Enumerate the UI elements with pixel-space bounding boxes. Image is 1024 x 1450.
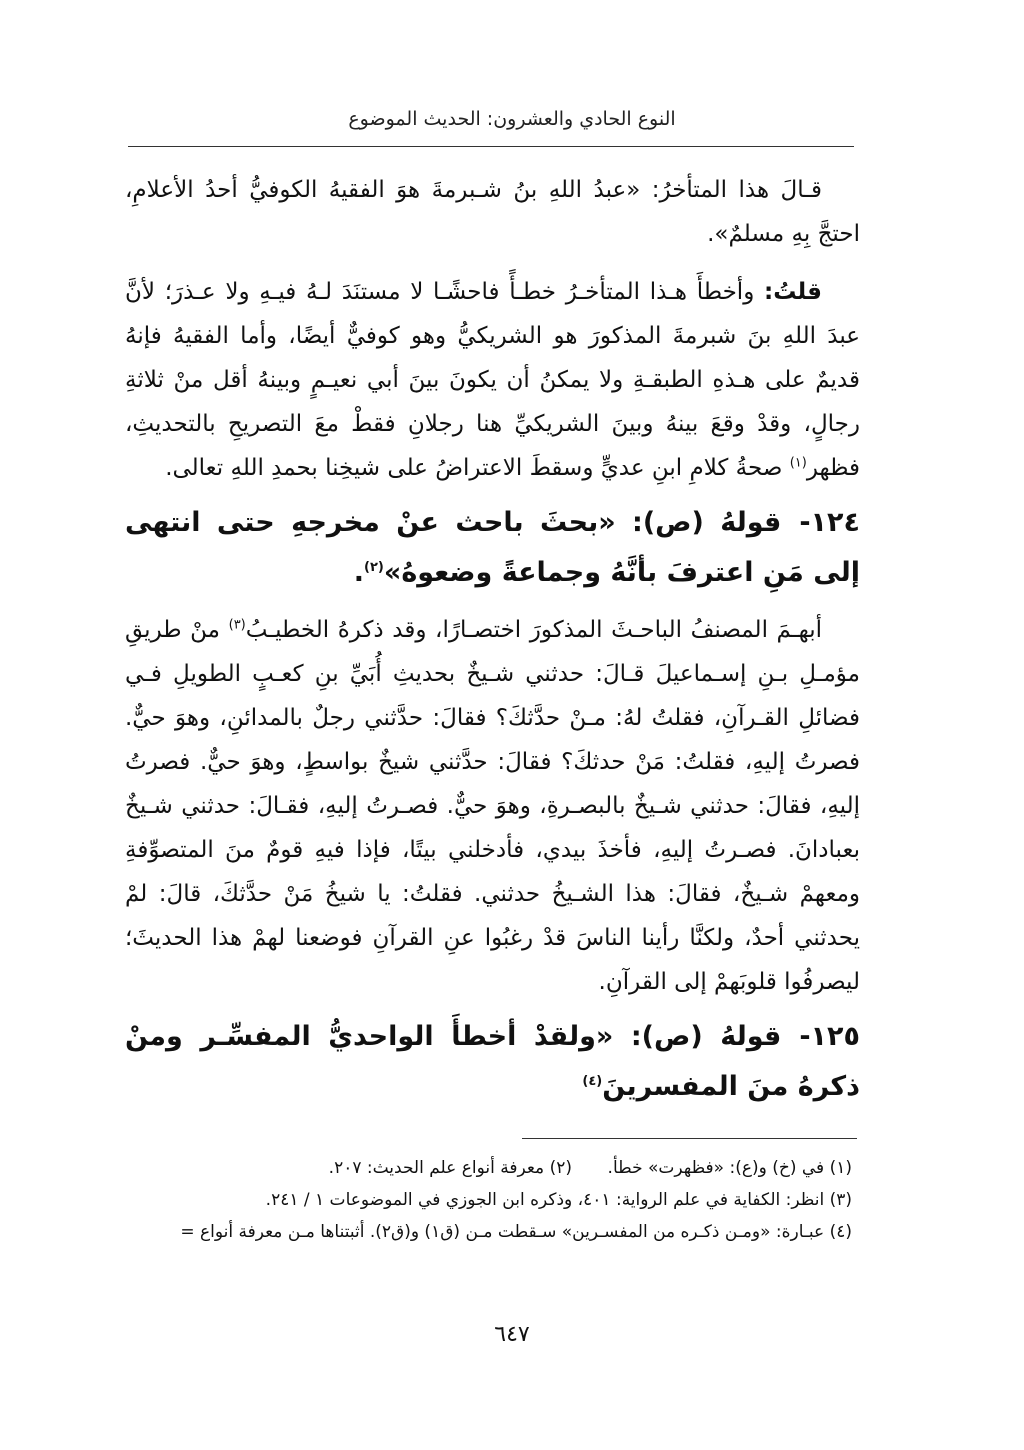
paragraph: قـالَ هذا المتأخرُ: «عبدُ اللهِ بنُ شـبرمةَ هوَ الفقيهُ الكوفيُّ أحدُ الأعلامِ، احتجَّ بِهِ مسلمٌ». [125,177,860,247]
running-header: النوع الحادي والعشرون: الحديث الموضوع [348,108,676,130]
spacer [125,256,860,270]
footnote-1: (١) في (خ) و(ع): «فظهرت» خطأ. [607,1158,852,1178]
footnote-ref: (١) [789,455,807,471]
paragraph [125,270,860,490]
footnote-ref: (٤) [582,1074,603,1089]
paragraph [125,608,860,1004]
footnote-row [125,1152,860,1184]
page-number: ٦٤٧ [494,1322,530,1347]
paragraph-text: منْ طريقِ مؤمـلِ بـنِ إسـماعيلَ قـالَ: حدثني شـيخٌ بحديثِ أُبَيِّ بنِ كعـبٍ الطويلِ فـي فضائلِ القـرآنِ، فقلتُ لهُ: مـنْ حدَّثكَ؟ فقالَ: حدَّثني رجلٌ بالمدائنِ، وهوَ حيٌّ. فصرتُ إليهِ، فقلتُ: مَنْ حدثكَ؟ فقالَ: حدَّثني شيخٌ بواسطٍ، وهوَ حيٌّ. فصرتُ إليهِ، فقالَ: حدثني شـيخٌ بالبصـرةِ، وهوَ حيٌّ. فصـرتُ إليهِ، فقـالَ: حدثني شـيخٌ بعبادانَ. فصـرتُ إليهِ، فأخذَ بيدي، فأدخلني بيتًا، فإذا فيهِ قومٌ منَ المتصوِّفةِ ومعهمْ شـيخٌ، فقالَ: هذا الشـيخُ حدثني. فقلتُ: يا شيخُ مَنْ حدَّثكَ، قالَ: لمْ يحدثني أحدٌ، ولكنَّا رأينا الناسَ قدْ رغبُوا عنِ القرآنِ فوضعنا لهمْ هذا الحديثَ؛ ليصرفُوا قلوبَهمْ إلى القرآنِ. [125,617,860,995]
footnote-ref: (٢) [364,560,384,575]
paragraph-text: أبهـمَ المصنفُ الباحـثَ المذكورَ اختصـارًا، وقد ذكرهُ الخطيـبُ [245,617,822,643]
heading-end: . [353,557,365,588]
footnote-ref: (٣) [228,617,246,633]
main-text [125,168,860,1122]
section-heading-124 [125,498,860,598]
section-heading-text: قولهُ (ص): «بحثَ باحث عنْ مخرجهِ حتى انتهى إلى مَنِ اعترفَ بأنَّهُ وجماعةً وضعوهُ» [125,507,860,588]
header-divider [128,146,854,147]
section-heading-125 [125,1012,860,1112]
section-number: ١٢٥- [799,1021,860,1052]
footnote-divider [522,1138,857,1139]
paragraph-text: وأخطأَ هـذا المتأخـرُ خطـأً فاحشًـا لا مستنَدَ لـهُ فيـهِ ولا عـذرَ؛ لأنَّ عبدَ اللهِ بنَ شبرمةَ المذكورَ هو الشريكيُّ وهو كوفيٌّ أيضًا، وأما الفقيهُ فإنهُ قديمٌ على هـذهِ الطبقـةِ ولا يمكنُ أن يكونَ بينَ أبي نعيـمٍ وبينهُ أقل منْ ثلاثةِ رجالٍ، وقدْ وقعَ بينهُ وبينَ الشريكيِّ هنا رجلانِ فقطْ معَ التصريحِ بالتحديثِ، فظهر [125,279,860,481]
footnote-2: (٢) معرفة أنواع علم الحديث: ٢٠٧. [328,1158,572,1178]
footnotes [125,1152,860,1248]
lead-word: قلتُ: [764,279,822,305]
section-heading-text: قولهُ (ص): «ولقدْ أخطأَ الواحديُّ المفسِّـر ومنْ ذكرهُ منَ المفسرينَ [125,1021,860,1102]
footnote-3: (٣) انظر: الكفاية في علم الرواية: ٤٠١، وذكره ابن الجوزي في الموضوعات ١ / ٢٤١. [265,1190,852,1210]
section-number: ١٢٤- [799,507,860,538]
paragraph-text: صحةُ كلامِ ابنِ عديٍّ وسقطَ الاعتراضُ على شيخِنا بحمدِ اللهِ تعالى. [165,455,790,481]
footnote-4: (٤) عبـارة: «ومـن ذكـره من المفسـرين» سـقطت مـن (ق١) و(ق٢). أثبتناها مـن معرفة أنواع = [180,1222,852,1242]
